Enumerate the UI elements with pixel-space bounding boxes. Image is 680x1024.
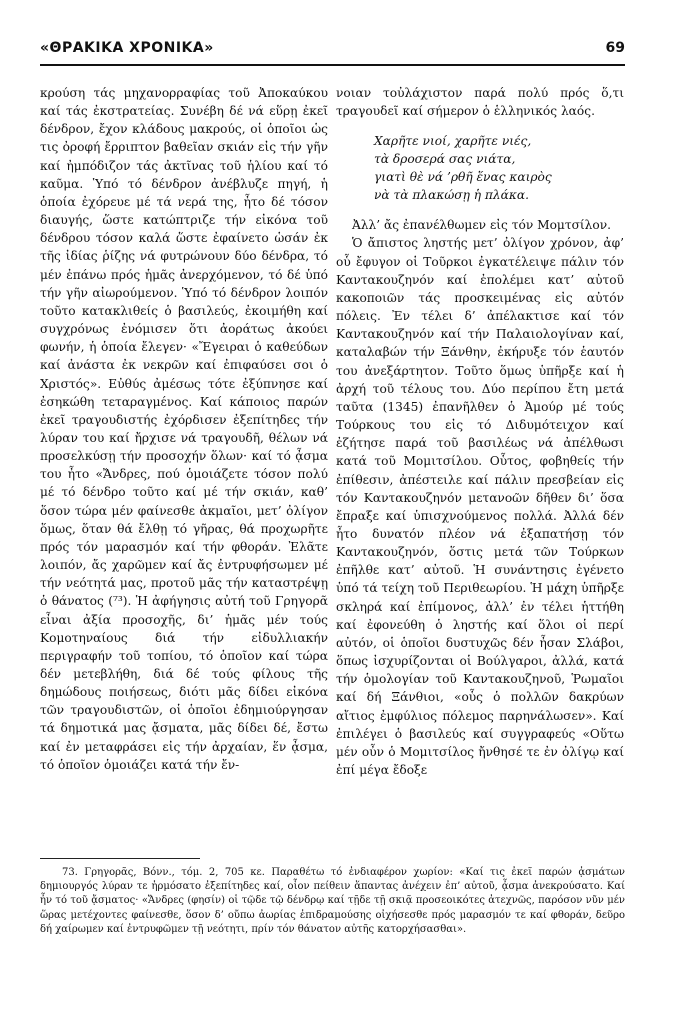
verse-line: Χαρῆτε νιοί, χαρῆτε νιές, [374,134,532,149]
footnote-text: 73. Γρηγορᾶς, Βόνν., τόμ. 2, 705 κε. Παραθέτω τό ἐνδιαφέρον χωρίον: «Καί τις ἐκεῖ παρών ᾀσμάτων δημιουργός λύραν τε ἡρμόσατο ἐξεπίτηδες καί, οἷον πείθειν ἅπαντας ἀνέχειν ἐπ’ αὐτοῦ, ᾆσμα ἀνεκρούσατο. Καί ἦν τό τοῦ ᾄσματος· «Ἄνδρες (φησίν) οἱ τῷδε τῷ δένδρῳ καί τῇδε τῇ σκιᾷ προσεοικότες ἀτεχνῶς, παρόσον νῦν μέν ὥρας μετέχοντες φαίνεσθε, ὅσον δ’ οὔπω ἀωρίας ἐπιδραμούσης οἰχήσεσθε πρός μαρασμόν τε καί φθοράν, δεῦρο δή χαίρωμεν καί ἐντρυφῶμεν τῇ νεότητι, πρίν τόν θάνατον αὐτῆς κατορχήσασθαι». [40,867,625,935]
right-column [336,84,624,779]
body-paragraph: Ὁ ἄπιστος ληστής μετ’ ὀλίγον χρόνον, ἀφ’ οὗ ἔφυγον οἱ Τοῦρκοι ἐγκατέλειψε πάλιν τόν Καντακουζηνόν καί ἐπολέμει κατ’ αὐτοῦ κακοποιῶν τάς προσκειμένας εἰς αὐτόν πόλεις. Ἐν τέλει δ’ ἀπέλακτισε καί τόν Καντακουζηνόν καί τήν Παλαιολογίναν καί, καταλαβών τήν Ξάνθην, ἐκήρυξε τόν ἑαυτόν του ἀνεξάρτητον. Τοῦτο ὅμως ὑπῆρξε καί ἡ ἀρχή τοῦ τέλους του. Δύο περίπου ἔτη μετά ταῦτα (1345) ἐπανῆλθεν ὁ Ἀμούρ μέ τούς Τούρκους του εἰς τό Διδυμότειχον καί ἐζήτησε παρά τοῦ βασιλέως νά ἀπέλθωσι κατά τοῦ Μομιτσίλου. Οὗτος, φοβηθείς τήν ἐπίθεσιν, ἀπέστειλε καί πάλιν πρεσβείαν εἰς τόν Καντακουζηνόν μετανοῶν δῆθεν δι’ ὅσα ἔπραξε καί ὑπισχνούμενος πολλά. Ἀλλά δέν ἦτο δυνατόν πλέον νά ἐξαπατήσῃ τόν Καντακουζηνόν, ὅστις μετά τῶν Τούρκων ἐπῆλθε κατ’ αὐτοῦ. Ἡ συνάντησις ἐγένετο ὑπό τά τείχη τοῦ Περιθεωρίου. Ἡ μάχη ὑπῆρξε σκληρά καί ἐπίμονος, ἀλλ’ ἐν τέλει ἡττήθη καί ἐφονεύθη ὁ ληστής καί ὅλοι οἱ περί αὐτόν, οἱ ὁποῖοι δυστυχῶς δέν ἦσαν Σλάβοι, ὅπως ἰσχυρίζονται οἱ Βούλγαροι, ἀλλά, κατά τήν ὁμολογίαν τοῦ Καντακουζηνοῦ, Ῥωμαῖοι καί δή Ξάνθιοι, «οὗς ὁ πολλῶν δακρύων αἴτιος ἐμφύλιος πόλεμος παρηνάλωσεν». Καί ἐπιλέγει ὁ βασιλεύς καί συγγραφεύς «Οὕτω μέν οὖν ὁ Μομιτσίλος ἤνθησέ τε ἐν ὀλίγῳ καί ἐπί μέγα ἔδοξε [336,236,624,777]
footnote [40,866,625,937]
body-paragraph: κρούση τάς μηχανορραφίας τοῦ Ἀποκαύκου καί τάς ἐκστρατείας. Συνέβη δέ νά εὕρῃ ἐκεῖ δένδρον, ἔχον κλάδους μακρούς, οἱ ὁποῖοι ὡς τις ὀροφή ἔρριπτον βαθεῖαν σκιάν εἰς τήν γῆν καί ἠμπόδιζον τάς ἀκτῖνας τοῦ ἡλίου καί τό καῦμα. Ὑπό τό δένδρον ἀνέβλυζε πηγή, ἡ ὁποία ἐχόρευε μέ τά νερά της, ἦτο δέ τόσον διαυγής, ὥστε κατώπτριζε τήν εἰκόνα τοῦ δένδρου τόσον καλά ὥστε ἐφαίνετο ὡσάν ἐκ τῆς ἰδίας ῥίζης νά φυτρώνουν δύο δένδρα, τό μέν ἐπάνω πρός ἡμᾶς ἀνερχόμενον, τό δέ ὑπό τήν γῆν αἰωρούμενον. Ὑπό τό δένδρον λοιπόν τοῦτο κατακλιθείς ὁ βασιλεύς, ἐκοιμήθη καί συγχρόνως ἐνόμισεν ὅτι ἀοράτως ἀκούει φωνήν, ἡ ὁποία ἔλεγεν· «Ἔγειραι ὁ καθεύδων καί ἀνάστα ἐκ νεκρῶν καί ἐπιφαύσει σοι ὁ Χριστός». Εὐθύς ἀμέσως τότε ἐξύπνησε καί ἐσηκώθη τεταραγμένος. Καί κάποιος παρών ἐκεῖ τραγουδιστής ἐχόρδισεν ἐξεπίτηδες τήν λύραν του καί ἤρχισε νά τραγουδῆ, θέλων νά προσελκύσῃ τήν προσοχήν ὅλων· καί τό ᾆσμα του ἦτο «Ἄνδρες, πού ὁμοιάζετε τόσον πολύ μέ τό δένδρο τοῦτο καί μέ τήν σκιάν, καθ’ ὅσον τώρα μέν φαίνεσθε ἀκμαῖοι, μετ’ ὀλίγον ὅμως, ὅταν θά ἔλθῃ τό γῆρας, θά προχωρῆτε πρός τόν μαρασμόν καί τήν φθοράν. Ἐλᾶτε λοιπόν, ἄς χαρῶμεν καί ἄς ἐντρυφήσωμεν μέ τήν νεότητά μας, προτοῦ μᾶς τήν καταστρέψῃ ὁ θάνατος (⁷³). Ἡ ἀφήγησις αὐτή τοῦ Γρηγορᾶ εἶναι ἀξία προσοχῆς, δι’ ἡμᾶς μέν τούς Κομοτηναίους διά τήν εἰδυλλιακήν περιγραφήν τοῦ τοπίου, τό ὁποῖον καί τώρα δέν μετεβλήθη, διά δέ τούς φίλους τῆς δημώδους ποιήσεως, διότι μᾶς δίδει εἰκόνα τῶν τραγουδιστῶν, οἱ ὁποῖοι ἐδημιούργησαν τά δημοτικά μας ᾄσματα, μᾶς δίδει δέ, ἔστω καί ἐν μεταφράσει εἰς τήν ἀρχαίαν, ἕν ᾆσμα, τό ὁποῖον ὁμοιάζει κατά τήν ἔν- [40,86,328,772]
folk-song-verse [374,132,624,204]
verse-line: νὰ τὰ πλακώσῃ ἡ πλάκα. [374,188,529,203]
header-rule [40,64,625,66]
left-column [40,84,328,774]
body-paragraph: Ἀλλ’ ἄς ἐπανέλθωμεν εἰς τόν Μομτσίλον. [352,218,612,233]
page-number: 69 [605,40,625,56]
running-title: «ΘΡΑΚΙΚΑ ΧΡΟΝΙΚΑ» [40,40,214,56]
footnote-rule [40,858,200,859]
page-header [40,40,625,62]
verse-line: τὰ δροσερά σας νιάτα, [374,152,516,167]
verse-line: γιατὶ θὲ νά ’ρθῆ ἕνας καιρὸς [374,170,552,185]
body-paragraph: νοιαν τοὐλάχιστον παρά πολύ πρός ὅ,τι τραγουδεῖ καί σήμερον ὁ ἑλληνικός λαός. [336,86,624,119]
